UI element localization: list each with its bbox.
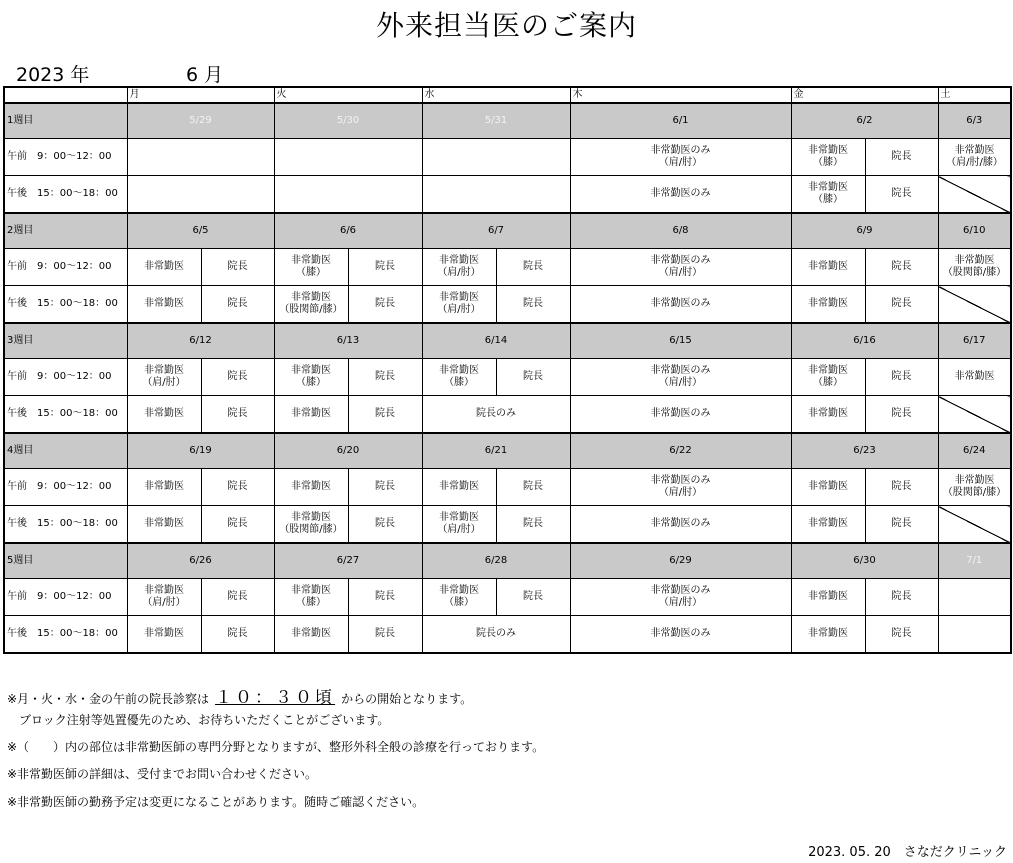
week-label: 1週目 bbox=[4, 103, 127, 139]
am-slot-label: 午前 9：00～12：00 bbox=[4, 249, 127, 286]
note-4: ※非常勤医師の詳細は、受付までお問い合わせください。 bbox=[7, 767, 318, 781]
date-cell: 6/30 bbox=[791, 543, 938, 579]
director-cell bbox=[496, 249, 570, 286]
cell-text-line: 非常勤医 bbox=[808, 408, 848, 419]
date-cell: 6/13 bbox=[274, 323, 422, 359]
director-cell bbox=[865, 616, 938, 654]
doctor-cell bbox=[791, 616, 865, 654]
cell-text-line: （肩/肘/膝） bbox=[946, 157, 1003, 168]
cell-text-line: 非常勤医 bbox=[291, 365, 331, 376]
empty-cell bbox=[938, 616, 1011, 654]
director-cell bbox=[348, 396, 422, 434]
cell-text-line: （膝） bbox=[444, 597, 474, 608]
single-doctor-cell bbox=[570, 176, 791, 214]
pm-slot-label: 午後 15：00～18：00 bbox=[4, 176, 127, 214]
single-doctor-cell bbox=[570, 469, 791, 506]
date-cell: 6/7 bbox=[422, 213, 570, 249]
doctor-cell bbox=[127, 579, 201, 616]
single-doctor-cell bbox=[570, 359, 791, 396]
am-row bbox=[4, 139, 1011, 176]
note-5: ※非常勤医師の勤務予定は変更になることがあります。随時ご確認ください。 bbox=[7, 795, 425, 809]
empty-cell bbox=[938, 579, 1011, 616]
cell-text-line: （股関節/膝） bbox=[942, 267, 1007, 278]
closed-cell-slash bbox=[938, 286, 1011, 324]
date-cell: 6/23 bbox=[791, 433, 938, 469]
cell-text-line: 非常勤医 bbox=[808, 365, 848, 376]
date-cell: 6/6 bbox=[274, 213, 422, 249]
single-doctor-cell bbox=[422, 396, 570, 434]
cell-text-line: 院長 bbox=[891, 188, 912, 199]
director-cell bbox=[348, 286, 422, 324]
doctor-cell bbox=[127, 286, 201, 324]
doctor-cell bbox=[791, 176, 865, 214]
cell-text-line: 非常勤医のみ bbox=[650, 365, 711, 376]
week-label: 4週目 bbox=[4, 433, 127, 469]
pm-row bbox=[4, 506, 1011, 544]
cell-text-line: 非常勤医 bbox=[144, 585, 184, 596]
cell-text-line: （股関節/膝） bbox=[279, 524, 343, 535]
date-cell: 6/5 bbox=[127, 213, 274, 249]
empty-cell bbox=[422, 176, 570, 214]
doctor-cell bbox=[274, 506, 348, 544]
date-cell: 6/19 bbox=[127, 433, 274, 469]
single-doctor-cell bbox=[570, 139, 791, 176]
week-label: 3週目 bbox=[4, 323, 127, 359]
week-row bbox=[4, 543, 1011, 579]
cell-text-line: 非常勤医のみ bbox=[650, 298, 711, 309]
note-2: ブロック注射等処置優先のため、お待ちいただくことがございます。 bbox=[19, 713, 390, 727]
cell-text-line: 院長 bbox=[375, 298, 395, 309]
cell-text-line: （膝） bbox=[296, 267, 326, 278]
cell-text-line: 院長 bbox=[891, 298, 912, 309]
date-cell: 6/15 bbox=[570, 323, 791, 359]
cell-text-line: （肩/肘） bbox=[142, 597, 186, 608]
cell-text-line: 非常勤医 bbox=[144, 628, 184, 639]
am-slot-label: 午前 9：00～12：00 bbox=[4, 469, 127, 506]
director-cell bbox=[496, 506, 570, 544]
date-cell: 6/24 bbox=[938, 433, 1011, 469]
cell-text-line: 院長 bbox=[891, 261, 912, 272]
month-label: 6 月 bbox=[186, 64, 224, 86]
date-cell: 6/27 bbox=[274, 543, 422, 579]
doctor-cell bbox=[791, 359, 865, 396]
week-row bbox=[4, 323, 1011, 359]
cell-text-line: （股関節/膝） bbox=[279, 304, 343, 315]
cell-text-line: 非常勤医 bbox=[954, 475, 995, 486]
pm-row bbox=[4, 286, 1011, 324]
date-cell: 6/28 bbox=[422, 543, 570, 579]
cell-text-line: 院長 bbox=[891, 628, 912, 639]
director-cell bbox=[496, 286, 570, 324]
day-header-0: 月 bbox=[127, 87, 274, 103]
day-header-2: 水 bbox=[422, 87, 570, 103]
director-cell bbox=[865, 176, 938, 214]
date-cell: 6/8 bbox=[570, 213, 791, 249]
doctor-cell bbox=[274, 616, 348, 654]
cell-text-line: 院長 bbox=[375, 408, 395, 419]
cell-text-line: 院長 bbox=[523, 481, 543, 492]
cell-text-line: 非常勤医 bbox=[439, 292, 479, 303]
director-cell bbox=[496, 469, 570, 506]
director-cell bbox=[865, 249, 938, 286]
pm-slot-label: 午後 15：00～18：00 bbox=[4, 616, 127, 654]
doctor-cell bbox=[127, 359, 201, 396]
cell-text-line: 院長 bbox=[227, 371, 248, 382]
cell-text-line: 非常勤医のみ bbox=[650, 188, 711, 199]
cell-text-line: 院長 bbox=[227, 408, 248, 419]
cell-text-line: （膝） bbox=[813, 157, 843, 168]
cell-text-line: （膝） bbox=[296, 597, 326, 608]
start-time: １０：３０頃 bbox=[215, 688, 336, 708]
cell-text-line: 非常勤医 bbox=[291, 408, 331, 419]
empty-cell bbox=[127, 176, 274, 214]
closed-cell-slash bbox=[938, 176, 1011, 214]
doctor-cell bbox=[791, 506, 865, 544]
cell-text-line: 院長 bbox=[375, 628, 395, 639]
date-cell: 6/26 bbox=[127, 543, 274, 579]
year-label: 2023 年 bbox=[16, 64, 90, 86]
pm-slot-label: 午後 15：00～18：00 bbox=[4, 506, 127, 544]
week-row bbox=[4, 103, 1011, 139]
doctor-cell bbox=[791, 469, 865, 506]
doctor-cell bbox=[791, 396, 865, 434]
cell-text-line: 非常勤医 bbox=[808, 261, 848, 272]
director-cell bbox=[201, 616, 274, 654]
director-cell bbox=[865, 579, 938, 616]
cell-text-line: （肩/肘） bbox=[658, 487, 703, 498]
director-cell bbox=[348, 469, 422, 506]
date-cell: 5/31 bbox=[422, 103, 570, 139]
director-cell bbox=[201, 469, 274, 506]
director-cell bbox=[348, 359, 422, 396]
page-title: 外来担当医のご案内 bbox=[375, 9, 637, 42]
cell-text-line: 非常勤医のみ bbox=[650, 255, 711, 266]
cell-text-line: （膝） bbox=[813, 377, 843, 388]
director-cell bbox=[865, 506, 938, 544]
doctor-cell bbox=[274, 396, 348, 434]
closed-cell-slash bbox=[938, 506, 1011, 544]
director-cell bbox=[496, 579, 570, 616]
day-header-4: 金 bbox=[791, 87, 938, 103]
cell-text-line: 院長 bbox=[523, 371, 543, 382]
am-row bbox=[4, 249, 1011, 286]
director-cell bbox=[201, 506, 274, 544]
am-row bbox=[4, 469, 1011, 506]
doctor-cell bbox=[791, 249, 865, 286]
cell-text-line: 院長 bbox=[227, 298, 248, 309]
cell-text-line: 院長 bbox=[523, 591, 543, 602]
doctor-cell bbox=[422, 579, 496, 616]
single-doctor-cell bbox=[570, 286, 791, 324]
doctor-cell bbox=[791, 579, 865, 616]
empty-cell bbox=[274, 176, 422, 214]
week-label: 5週目 bbox=[4, 543, 127, 579]
cell-text-line: 非常勤医 bbox=[439, 255, 479, 266]
empty-cell bbox=[422, 139, 570, 176]
cell-text-line: 院長 bbox=[227, 628, 248, 639]
cell-text-line: （股関節/膝） bbox=[942, 487, 1007, 498]
date-cell: 5/29 bbox=[127, 103, 274, 139]
cell-text-line: 非常勤医 bbox=[291, 628, 331, 639]
single-doctor-cell bbox=[570, 506, 791, 544]
cell-text-line: 非常勤医 bbox=[439, 585, 479, 596]
cell-text-line: 非常勤医 bbox=[439, 512, 479, 523]
am-slot-label: 午前 9：00～12：00 bbox=[4, 579, 127, 616]
cell-text-line: 非常勤医 bbox=[439, 365, 479, 376]
date-cell: 6/10 bbox=[938, 213, 1011, 249]
cell-text-line: 非常勤医のみ bbox=[650, 518, 711, 529]
doctor-cell bbox=[422, 506, 496, 544]
cell-text-line: 院長 bbox=[523, 261, 543, 272]
cell-text-line: 院長 bbox=[375, 481, 395, 492]
cell-text-line: （肩/肘） bbox=[437, 267, 481, 278]
doctor-cell bbox=[422, 359, 496, 396]
doctor-cell bbox=[127, 469, 201, 506]
date-cell: 6/9 bbox=[791, 213, 938, 249]
cell-text-line: （肩/肘） bbox=[658, 597, 703, 608]
cell-text-line: 非常勤医 bbox=[808, 628, 848, 639]
director-cell bbox=[865, 396, 938, 434]
date-cell: 6/12 bbox=[127, 323, 274, 359]
cell-text-line: 院長 bbox=[891, 518, 912, 529]
cell-text-line: 院長 bbox=[891, 371, 912, 382]
director-cell bbox=[348, 249, 422, 286]
cell-text-line: 非常勤医 bbox=[291, 292, 331, 303]
cell-text-line: 非常勤医 bbox=[144, 408, 184, 419]
date-cell: 6/2 bbox=[791, 103, 938, 139]
date-cell: 5/30 bbox=[274, 103, 422, 139]
cell-text-line: 非常勤医 bbox=[291, 481, 331, 492]
cell-text-line: 非常勤医のみ bbox=[650, 145, 711, 156]
day-header-row bbox=[4, 87, 1011, 103]
week-row bbox=[4, 213, 1011, 249]
cell-text-line: 非常勤医 bbox=[954, 371, 995, 382]
cell-text-line: 非常勤医 bbox=[291, 585, 331, 596]
director-cell bbox=[865, 469, 938, 506]
week-row bbox=[4, 433, 1011, 469]
date-cell: 6/29 bbox=[570, 543, 791, 579]
director-cell bbox=[201, 286, 274, 324]
cell-text-line: 院長 bbox=[891, 408, 912, 419]
cell-text-line: （肩/肘） bbox=[658, 377, 703, 388]
cell-text-line: （肩/肘） bbox=[437, 304, 481, 315]
cell-text-line: （肩/肘） bbox=[658, 157, 703, 168]
doctor-cell bbox=[274, 286, 348, 324]
date-cell: 6/22 bbox=[570, 433, 791, 469]
cell-text-line: （膝） bbox=[813, 194, 843, 205]
pm-row bbox=[4, 616, 1011, 654]
cell-text-line: （肩/肘） bbox=[437, 524, 481, 535]
corner-cell bbox=[4, 87, 127, 103]
doctor-cell bbox=[274, 359, 348, 396]
doctor-cell bbox=[422, 249, 496, 286]
doctor-cell bbox=[938, 139, 1011, 176]
cell-text-line: 非常勤医 bbox=[144, 518, 184, 529]
cell-text-line: 院長 bbox=[227, 591, 248, 602]
pm-row bbox=[4, 396, 1011, 434]
cell-text-line: （膝） bbox=[296, 377, 326, 388]
doctor-cell bbox=[274, 469, 348, 506]
cell-text-line: 院長 bbox=[375, 261, 395, 272]
director-cell bbox=[865, 139, 938, 176]
doctor-cell bbox=[938, 469, 1011, 506]
note-3: ※（ ）内の部位は非常勤医師の専門分野となりますが、整形外科全般の診療を行っております。 bbox=[7, 740, 545, 754]
cell-text-line: 非常勤医 bbox=[808, 518, 848, 529]
cell-text-line: 非常勤医のみ bbox=[650, 408, 711, 419]
doctor-cell bbox=[274, 249, 348, 286]
cell-text-line: 院長 bbox=[523, 298, 543, 309]
director-cell bbox=[201, 396, 274, 434]
date-cell: 6/20 bbox=[274, 433, 422, 469]
empty-cell bbox=[127, 139, 274, 176]
cell-text-line: 非常勤医 bbox=[144, 481, 184, 492]
single-doctor-cell bbox=[422, 616, 570, 654]
cell-text-line: 院長 bbox=[375, 591, 395, 602]
am-slot-label: 午前 9：00～12：00 bbox=[4, 359, 127, 396]
date-cell: 6/3 bbox=[938, 103, 1011, 139]
doctor-cell bbox=[791, 286, 865, 324]
doctor-cell bbox=[127, 249, 201, 286]
cell-text-line: 非常勤医のみ bbox=[650, 628, 711, 639]
cell-text-line: 院長のみ bbox=[476, 408, 516, 419]
doctor-cell bbox=[422, 469, 496, 506]
cell-text-line: 院長 bbox=[891, 151, 912, 162]
empty-cell bbox=[274, 139, 422, 176]
cell-text-line: 非常勤医 bbox=[144, 365, 184, 376]
cell-text-line: 非常勤医 bbox=[808, 145, 848, 156]
footer-date-clinic: 2023. 05. 20 さなだクリニック bbox=[808, 845, 1007, 860]
director-cell bbox=[865, 359, 938, 396]
director-cell bbox=[201, 579, 274, 616]
doctor-cell bbox=[422, 286, 496, 324]
cell-text-line: 非常勤医 bbox=[808, 481, 848, 492]
cell-text-line: （肩/肘） bbox=[142, 377, 186, 388]
date-cell: 6/16 bbox=[791, 323, 938, 359]
am-slot-label: 午前 9：00～12：00 bbox=[4, 139, 127, 176]
cell-text-line: 非常勤医 bbox=[808, 591, 848, 602]
date-cell: 7/1 bbox=[938, 543, 1011, 579]
director-cell bbox=[865, 286, 938, 324]
director-cell bbox=[496, 359, 570, 396]
note-1: ※月・火・水・金の午前の院長診察は １０：３０頃 からの開始となります。 bbox=[7, 688, 473, 708]
director-cell bbox=[348, 616, 422, 654]
cell-text-line: 院長 bbox=[375, 371, 395, 382]
cell-text-line: 院長 bbox=[523, 518, 543, 529]
doctor-cell bbox=[274, 579, 348, 616]
cell-text-line: 非常勤医 bbox=[291, 255, 331, 266]
single-doctor-cell bbox=[570, 249, 791, 286]
doctor-cell bbox=[938, 249, 1011, 286]
day-header-5: 土 bbox=[938, 87, 1011, 103]
cell-text-line: 院長 bbox=[375, 518, 395, 529]
director-cell bbox=[201, 249, 274, 286]
cell-text-line: 非常勤医のみ bbox=[650, 585, 711, 596]
day-header-1: 火 bbox=[274, 87, 422, 103]
date-cell: 6/17 bbox=[938, 323, 1011, 359]
cell-text-line: 非常勤医のみ bbox=[650, 475, 711, 486]
cell-text-line: 院長 bbox=[227, 261, 248, 272]
cell-text-line: （肩/肘） bbox=[658, 267, 703, 278]
doctor-cell bbox=[938, 359, 1011, 396]
cell-text-line: 院長 bbox=[891, 591, 912, 602]
date-cell: 6/14 bbox=[422, 323, 570, 359]
date-cell: 6/21 bbox=[422, 433, 570, 469]
week-label: 2週目 bbox=[4, 213, 127, 249]
director-cell bbox=[348, 506, 422, 544]
pm-slot-label: 午後 15：00～18：00 bbox=[4, 286, 127, 324]
cell-text-line: 非常勤医 bbox=[144, 261, 184, 272]
doctor-cell bbox=[127, 506, 201, 544]
director-cell bbox=[348, 579, 422, 616]
cell-text-line: 院長のみ bbox=[476, 628, 516, 639]
date-cell: 6/1 bbox=[570, 103, 791, 139]
doctor-cell bbox=[127, 396, 201, 434]
schedule-table bbox=[3, 86, 1012, 654]
am-row bbox=[4, 359, 1011, 396]
cell-text-line: 非常勤医 bbox=[144, 298, 184, 309]
cell-text-line: 非常勤医 bbox=[954, 145, 995, 156]
day-header-3: 木 bbox=[570, 87, 791, 103]
cell-text-line: （膝） bbox=[444, 377, 474, 388]
doctor-cell bbox=[127, 616, 201, 654]
cell-text-line: 非常勤医 bbox=[808, 182, 848, 193]
doctor-cell bbox=[791, 139, 865, 176]
am-row bbox=[4, 579, 1011, 616]
cell-text-line: 非常勤医 bbox=[439, 481, 479, 492]
cell-text-line: 非常勤医 bbox=[291, 512, 331, 523]
pm-slot-label: 午後 15：00～18：00 bbox=[4, 396, 127, 434]
closed-cell-slash bbox=[938, 396, 1011, 434]
cell-text-line: 非常勤医 bbox=[954, 255, 995, 266]
single-doctor-cell bbox=[570, 616, 791, 654]
cell-text-line: 非常勤医 bbox=[808, 298, 848, 309]
cell-text-line: 院長 bbox=[227, 481, 248, 492]
single-doctor-cell bbox=[570, 579, 791, 616]
pm-row bbox=[4, 176, 1011, 214]
cell-text-line: 院長 bbox=[227, 518, 248, 529]
cell-text-line: 院長 bbox=[891, 481, 912, 492]
director-cell bbox=[201, 359, 274, 396]
single-doctor-cell bbox=[570, 396, 791, 434]
